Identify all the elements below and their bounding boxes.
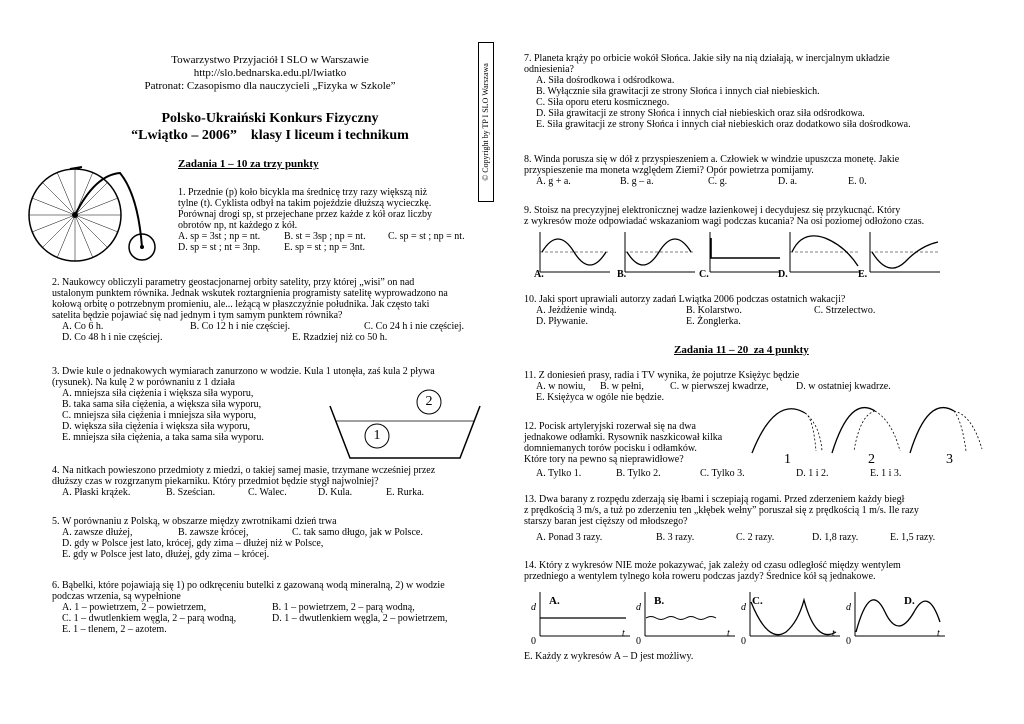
q14-origin-b: 0: [636, 636, 641, 647]
q9-label-b: B.: [617, 269, 627, 280]
q14-axis-d-a: d: [531, 602, 536, 613]
q8-answer-d: D. a.: [778, 176, 798, 187]
q1-answer-e: E. sp = st ; np = 3nt.: [284, 242, 366, 253]
q4-answer-d: D. Kula.: [318, 487, 353, 498]
q10-answer-b: B. Kolarstwo.: [686, 305, 742, 316]
q14-answer-e: E. Każdy z wykresów A – D jest możliwy.: [524, 651, 694, 662]
q13-answer-a: A. Ponad 3 razy.: [536, 532, 603, 543]
q7-answer-c: C. Siła oporu eteru kosmicznego.: [536, 97, 670, 108]
q5-answer-b: B. zawsze krócej,: [178, 527, 249, 538]
q5-answer-c: C. tak samo długo, jak w Polsce.: [292, 527, 423, 538]
copyright-text: © Copyright by TP I SLO Warszawa: [481, 63, 490, 181]
q6-answer-a: A. 1 – powietrzem, 2 – powietrzem,: [62, 602, 207, 613]
q14-origin-a: 0: [531, 636, 536, 647]
q10-answer-a: A. Jeżdżenie windą.: [536, 305, 617, 316]
q6-answer-d: D. 1 – dwutlenkiem węgla, 2 – powietrzem,: [272, 613, 448, 624]
patronage: Patronat: Czasopismo dla nauczycieli „Fizyka w Szkole”: [144, 80, 396, 92]
q11-answer-a: A. w nowiu,: [536, 381, 586, 392]
q5-answer-a: A. zawsze dłużej,: [62, 527, 133, 538]
water-tank-diagram: [330, 386, 480, 461]
q7-answer-a: A. Siła dośrodkowa i odśrodkowa.: [536, 75, 675, 86]
q9-label-d: D.: [778, 269, 788, 280]
q7-answer-e: E. Siła grawitacji ze strony Słońca i innych ciał niebieskich oraz dodatkowo siła dośrodkowa.: [536, 119, 911, 130]
q4-answer-b: B. Sześcian.: [166, 487, 216, 498]
q14-origin-d: 0: [846, 636, 851, 647]
q12-trajectories: [750, 405, 990, 455]
q12-answer-c: C. Tylko 3.: [700, 468, 745, 479]
q12-answer-d: D. 1 i 2.: [796, 468, 829, 479]
q7-answer-b: B. Wyłącznie siła grawitacji ze strony Słońca i innych ciał niebieskich.: [536, 86, 820, 97]
q1-answer-d: D. sp = st ; nt = 3np.: [178, 242, 261, 253]
q3-answer-e: E. mniejsza siła ciężenia, a taka sama siła wyporu.: [62, 432, 264, 443]
q12-label-3: 3: [946, 452, 953, 467]
q14-origin-c: 0: [741, 636, 746, 647]
q12-answer-e: E. 1 i 3.: [870, 468, 902, 479]
q2-answer-d: D. Co 48 h i nie częściej.: [62, 332, 163, 343]
q9-label-c: C.: [699, 269, 709, 280]
q4-answer-a: A. Płaski krążek.: [62, 487, 131, 498]
q2-answer-e: E. Rzadziej niż co 50 h.: [292, 332, 388, 343]
q8-answer-a: A. g + a.: [536, 176, 571, 187]
ball-1-label: 1: [373, 428, 381, 443]
q1-answer-a: A. sp = 3st ; np = nt.: [178, 231, 261, 242]
q13-answer-b: B. 3 razy.: [656, 532, 695, 543]
organization-name: Towarzystwo Przyjaciół I SLO w Warszawie: [171, 54, 369, 66]
q14-axis-t-d: t: [937, 628, 940, 639]
q3-answer-d: D. większa siła ciężenia i większa siła wyporu,: [62, 421, 250, 432]
q1-answer-b: B. st = 3sp ; np = nt.: [284, 231, 366, 242]
q3-answer-c: C. mniejsza siła ciężenia i mniejsza siła wyporu,: [62, 410, 257, 421]
q14-axis-t-a: t: [622, 628, 625, 639]
q9-label-a: A.: [534, 269, 544, 280]
q14-label-a: A.: [549, 595, 560, 607]
q13-answer-e: E. 1,5 razy.: [890, 532, 936, 543]
section-heading-1: Zadania 1 – 10 za trzy punkty: [178, 158, 319, 170]
q6-answer-c: C. 1 – dwutlenkiem węgla, 2 – parą wodną,: [62, 613, 237, 624]
website-url: http://slo.bednarska.edu.pl/lwiatko: [193, 67, 347, 79]
q14-axis-t-c: t: [832, 628, 835, 639]
q14-label-d: D.: [904, 595, 915, 607]
section-heading-2: Zadania 11 – 20 za 4 punkty: [674, 344, 809, 356]
ball-2-label: 2: [425, 394, 433, 409]
q6-answer-e: E. 1 – tlenem, 2 – azotem.: [62, 624, 167, 635]
q13-answer-c: C. 2 razy.: [736, 532, 775, 543]
q12-label-1: 1: [784, 452, 791, 467]
q9-graphs: [540, 232, 980, 277]
q7-answer-d: D. Siła grawitacji ze strony Słońca i innych ciał niebieskich oraz siła odśrodkowa.: [536, 108, 865, 119]
q3-answer-a: A. mniejsza siła ciężenia i większa siła wyporu,: [62, 388, 254, 399]
q14-label-b: B.: [654, 595, 665, 607]
q14-axis-d-b: d: [636, 602, 641, 613]
q3-answer-b: B. taka sama siła ciężenia, a większa siła wyporu,: [62, 399, 262, 410]
q12-answer-b: B. Tylko 2.: [616, 468, 661, 479]
q4-answer-e: E. Rurka.: [386, 487, 425, 498]
q5-answer-e: E. gdy w Polsce jest lato, dłużej, gdy zima – krócej.: [62, 549, 270, 560]
q11-answer-e: E. Księżyca w ogóle nie będzie.: [536, 392, 665, 403]
q11-answer-b: B. w pełni,: [600, 381, 644, 392]
q11-answer-d: D. w ostatniej kwadrze.: [796, 381, 891, 392]
q9-label-e: E.: [858, 269, 868, 280]
q12-answer-a: A. Tylko 1.: [536, 468, 582, 479]
q11-answer-c: C. w pierwszej kwadrze,: [670, 381, 769, 392]
q12-label-2: 2: [868, 452, 875, 467]
q14-graphs: [540, 592, 960, 642]
q5-answer-d: D. gdy w Polsce jest lato, krócej, gdy zima – dłużej niż w Polsce,: [62, 538, 324, 549]
q14-axis-d-d: d: [846, 602, 851, 613]
q8-answer-b: B. g – a.: [620, 176, 654, 187]
q10-answer-e: E. Żonglerka.: [686, 316, 741, 327]
q13-answer-d: D. 1,8 razy.: [812, 532, 859, 543]
q10-answer-d: D. Pływanie.: [536, 316, 588, 327]
contest-title: Polsko-Ukraiński Konkurs Fizyczny: [161, 111, 379, 126]
q2-answer-b: B. Co 12 h i nie częściej.: [190, 321, 290, 332]
contest-subtitle: “Lwiątko – 2006” klasy I liceum i technikum: [131, 128, 409, 143]
q8-answer-e: E. 0.: [848, 176, 867, 187]
q14-axis-t-b: t: [727, 628, 730, 639]
q2-answer-a: A. Co 6 h.: [62, 321, 104, 332]
penny-farthing-illustration: [20, 165, 160, 265]
q8-answer-c: C. g.: [708, 176, 728, 187]
q4-answer-c: C. Walec.: [248, 487, 287, 498]
q14-label-c: C.: [752, 595, 763, 607]
q14-axis-d-c: d: [741, 602, 746, 613]
q1-answer-c: C. sp = st ; np = nt.: [388, 231, 465, 242]
q6-answer-b: B. 1 – powietrzem, 2 – parą wodną,: [272, 602, 415, 613]
q10-answer-c: C. Strzelectwo.: [814, 305, 876, 316]
q2-answer-c: C. Co 24 h i nie częściej.: [364, 321, 464, 332]
